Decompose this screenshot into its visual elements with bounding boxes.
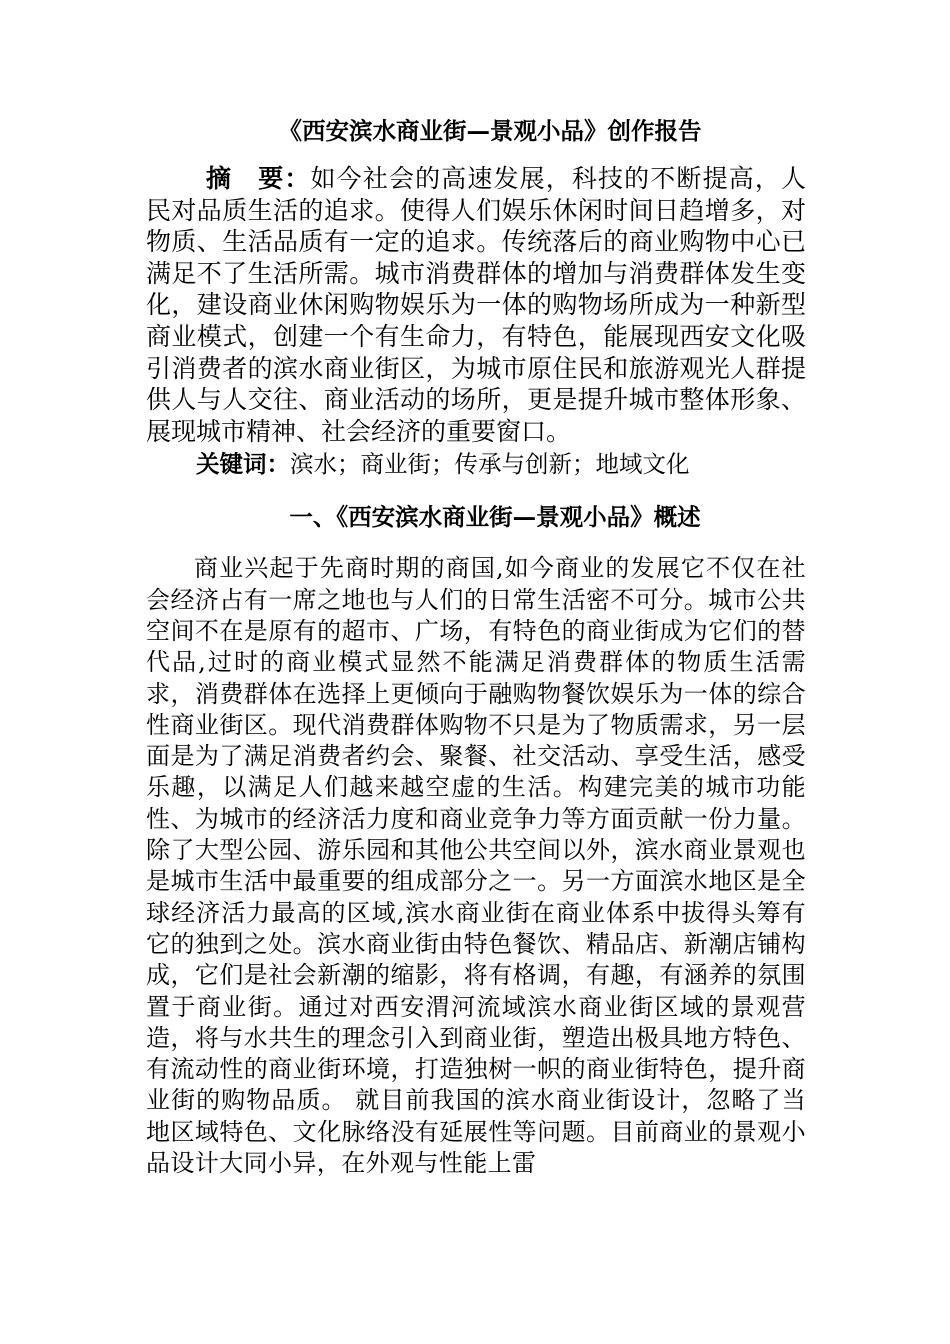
page-content bbox=[146, 113, 806, 1179]
section-heading-bold: 一、《西安滨水商业街—景观小品》 bbox=[289, 503, 654, 532]
section-paragraph: 商业兴起于先商时期的商国,如今商业的发展它不仅在社会经济占有一席之地也与人们的日常生活密不可分。城市公共空间不在是原有的超市、广场，有特色的商业街成为它们的替代品,过时的商业模式显然不能满足消费群体的物质生活需求，消费群体在选择上更倾向于融购物餐饮娱乐为一体的综合性商业街区。现代消费群体购物不只是为了物质需求，另一层面是为了满足消费者约会、聚餐、社交活动、享受生活，感受乐趣，以满足人们越来越空虚的生活。构建完美的城市功能性、为城市的经济活力度和商业竞争力等方面贡献一份力量。除了大型公园、游乐园和其他公共空间以外，滨水商业景观也是城市生活中最重要的组成部分之一。另一方面滨水地区是全球经济活力最高的区域,滨水商业街在商业体系中拔得头筹有它的独到之处。滨水商业街由特色餐饮、精品店、新潮店铺构成，它们是社会新潮的缩影，将有格调，有趣，有涵养的氛围置于商业街。通过对西安渭河流域滨水商业街区域的景观营造，将与水共生的理念引入到商业街，塑造出极具地方特色、有流动性的商业街环境，打造独树一帜的商业街特色，提升商业街的购物品质。 就目前我国的滨水商业街设计，忽略了当地区域特色、文化脉络没有延展性等问题。目前商业的景观小品设计大同小异，在外观与性能上雷 bbox=[146, 554, 806, 1177]
document-title: 《西安滨水商业街—景观小品》创作报告 bbox=[278, 117, 702, 145]
abstract-label: 摘 要： bbox=[206, 164, 311, 193]
keywords-text: 滨水；商业街；传承与创新；地域文化 bbox=[290, 450, 690, 479]
section-heading-normal: 概述 bbox=[653, 503, 701, 532]
keywords-label: 关键词： bbox=[196, 450, 290, 479]
abstract-paragraph bbox=[146, 163, 806, 447]
abstract-text: 如今社会的高速发展，科技的不断提高，人民对品质生活的追求。使得人们娱乐休闲时间日趋增多，对物质、生活品质有一定的追求。传统落后的商业购物中心已满足不了生活所需。城市消费群体的增加与消费群体发生变化，建设商业休闲购物娱乐为一体的购物场所成为一种新型商业模式，创建一个有生命力，有特色，能展现西安文化吸引消费者的滨水商业街区，为城市原住民和旅游观光人群提供人与人交往、商业活动的场所，更是提升城市整体形象、展现城市精神、社会经济的重要窗口。 bbox=[146, 164, 806, 446]
section-heading bbox=[146, 499, 806, 535]
keywords-line bbox=[146, 447, 806, 481]
